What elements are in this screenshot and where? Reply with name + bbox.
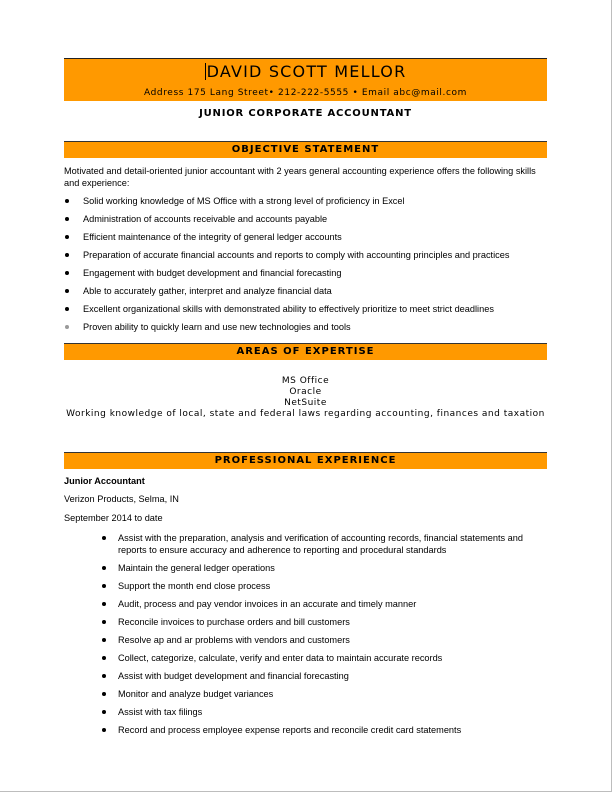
bullet-icon [65, 271, 69, 275]
list-item-text: Able to accurately gather, interpret and analyze financial data [83, 286, 332, 296]
bullet-icon [65, 253, 69, 257]
expertise-heading[interactable]: AREAS OF EXPERTISE [64, 343, 547, 360]
list-item[interactable] [64, 303, 554, 321]
bullet-icon [102, 674, 106, 678]
list-item-text: Preparation of accurate financial accounts and reports to comply with accounting principles and practices [83, 250, 510, 260]
list-item-text: Solid working knowledge of MS Office with a strong level of proficiency in Excel [83, 196, 405, 206]
list-item-text: Reconcile invoices to purchase orders and bill customers [118, 617, 350, 627]
resume-name[interactable] [64, 62, 547, 81]
list-item[interactable] [100, 706, 550, 724]
experience-dates[interactable]: September 2014 to date [64, 513, 163, 523]
objective-list [64, 195, 554, 339]
list-item[interactable] [100, 532, 550, 562]
list-item-text: Engagement with budget development and financial forecasting [83, 268, 342, 278]
bullet-icon [65, 199, 69, 203]
list-item-text: Collect, categorize, calculate, verify and enter data to maintain accurate records [118, 653, 443, 663]
list-item[interactable] [100, 580, 550, 598]
experience-duties-list [100, 532, 550, 742]
bullet-icon [102, 602, 106, 606]
list-item-text: Support the month end close process [118, 581, 271, 591]
bullet-icon [65, 289, 69, 293]
text-cursor [205, 63, 206, 80]
list-item[interactable] [64, 195, 554, 213]
list-item[interactable] [64, 213, 554, 231]
list-item-text: Assist with tax filings [118, 707, 203, 717]
list-item[interactable] [100, 688, 550, 706]
list-item[interactable] [64, 285, 554, 303]
bullet-icon [102, 728, 106, 732]
list-item-text: Audit, process and pay vendor invoices in an accurate and timely manner [118, 599, 417, 609]
bullet-icon [65, 217, 69, 221]
expertise-item[interactable]: Working knowledge of local, state and federal laws regarding accounting, finances and taxation [66, 409, 545, 419]
resume-name-text: DAVID SCOTT MELLOR [206, 62, 407, 81]
bullet-icon [102, 692, 106, 696]
bullet-icon [102, 584, 106, 588]
list-item[interactable] [100, 724, 550, 742]
job-title-heading[interactable]: JUNIOR CORPORATE ACCOUNTANT [199, 108, 412, 119]
bullet-icon [102, 710, 106, 714]
list-item-text: Resolve ap and ar problems with vendors and customers [118, 635, 350, 645]
list-item[interactable] [100, 616, 550, 634]
bullet-icon [102, 566, 106, 570]
list-item-text: Excellent organizational skills with demonstrated ability to effectively prioritize to meet strict deadlines [83, 304, 494, 314]
list-item[interactable] [100, 670, 550, 688]
list-item-text: Administration of accounts receivable and accounts payable [83, 214, 328, 224]
list-item-text: Assist with the preparation, analysis and verification of accounting records, financial statements and reports to ensure accuracy and adherence to reporting and procedural standards [118, 533, 523, 555]
list-item[interactable] [100, 652, 550, 670]
list-item-text: Record and process employee expense reports and reconcile credit card statements [118, 725, 462, 735]
list-item[interactable] [100, 598, 550, 616]
contact-info[interactable]: Address 175 Lang Street• 212-222-5555 • Email abc@mail.com [143, 88, 468, 98]
list-item[interactable] [64, 231, 554, 249]
experience-job-title[interactable]: Junior Accountant [64, 476, 145, 486]
list-item-text: Assist with budget development and financial forecasting [118, 671, 349, 681]
list-item-text: Monitor and analyze budget variances [118, 689, 274, 699]
list-item[interactable] [100, 562, 550, 580]
list-item[interactable] [64, 249, 554, 267]
bullet-icon [102, 638, 106, 642]
expertise-item[interactable]: Oracle [289, 387, 322, 397]
objective-summary[interactable]: Motivated and detail-oriented junior accountant with 2 years general accounting experience offers the following skills and experience: [64, 166, 536, 188]
expertise-item[interactable]: MS Office [281, 376, 330, 386]
bullet-icon [65, 325, 69, 329]
bullet-icon [102, 536, 106, 540]
expertise-item[interactable]: NetSuite [284, 398, 327, 408]
experience-company[interactable]: Verizon Products, Selma, IN [64, 494, 179, 504]
bullet-icon [102, 620, 106, 624]
list-item[interactable] [64, 321, 554, 339]
bullet-icon [102, 656, 106, 660]
bullet-icon [65, 235, 69, 239]
list-item-text: Proven ability to quickly learn and use new technologies and tools [83, 322, 351, 332]
experience-heading[interactable]: PROFESSIONAL EXPERIENCE [64, 452, 547, 469]
objective-heading[interactable]: OBJECTIVE STATEMENT [64, 141, 547, 158]
list-item-text: Efficient maintenance of the integrity of general ledger accounts [83, 232, 342, 242]
list-item[interactable] [64, 267, 554, 285]
bullet-icon [65, 307, 69, 311]
list-item[interactable] [100, 634, 550, 652]
list-item-text: Maintain the general ledger operations [118, 563, 275, 573]
